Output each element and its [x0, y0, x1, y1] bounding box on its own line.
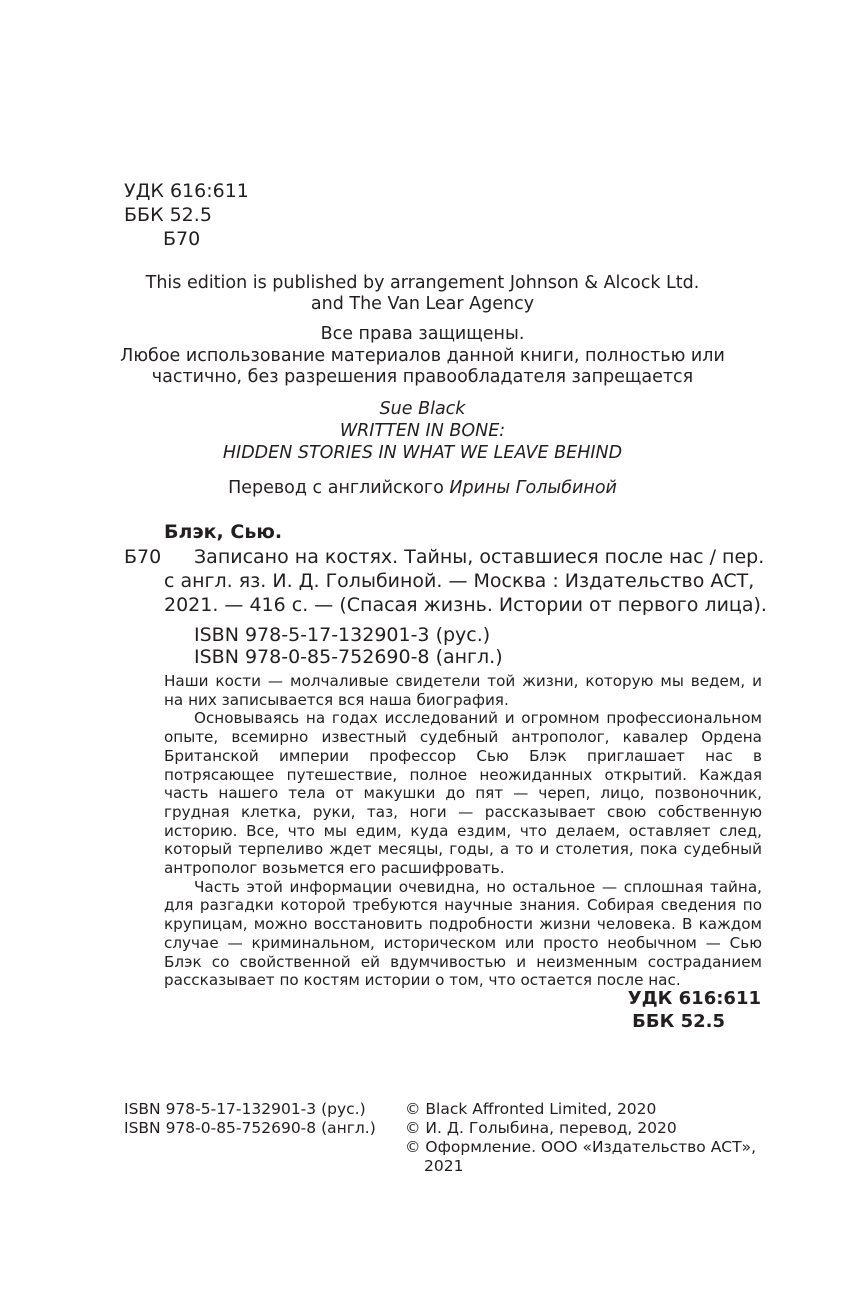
bib-author-mark: Б70	[124, 546, 162, 568]
edition-note-line-2: and The Van Lear Agency	[310, 294, 535, 314]
footer-isbn-eng: ISBN 978-0-85-752690-8 (англ.)	[124, 1119, 376, 1137]
udk-code-bottom: УДК 616:611	[627, 988, 761, 1009]
original-title-line-2: HIDDEN STORIES IN WHAT WE LEAVE BEHIND	[222, 443, 623, 463]
bib-line-3: 2021. — 416 с. — (Спасая жизнь. Истории от первого лица).	[164, 594, 767, 616]
bib-heading: Блэк, Сью.	[164, 521, 283, 543]
author-mark-top: Б70	[163, 228, 201, 250]
bbk-code-top: ББК 52.5	[124, 204, 212, 226]
original-title-line-1: WRITTEN IN BONE:	[339, 421, 506, 441]
original-author: Sue Black	[379, 399, 466, 419]
annotation-paragraph-1: Наши кости — молчаливые свидетели той жизни, которую мы ведем, и на них записывается вся наша биография.	[164, 672, 762, 709]
copyright-original: © Black Affronted Limited, 2020	[405, 1100, 657, 1118]
copyright-translation: © И. Д. Голыбина, перевод, 2020	[405, 1119, 677, 1137]
translation-credit	[0, 477, 845, 499]
edition-note-line-1: This edition is published by arrangement Johnson & Alcock Ltd.	[145, 273, 700, 293]
annotation-paragraph-2: Основываясь на годах исследований и огромном профессиональном опыте, всемирно известный судебный антрополог, кавалер Ордена Британской империи профессор Сью Блэк приглашает нас в потрясающее путешествие, полное неожиданных открытий. Каждая часть нашего тела от макушки до пят — череп, лицо, позвоночник, грудная клетка, руки, таз, ноги — рассказывает свою собственную историю. Все, что мы едим, куда ездим, что делаем, оставляет след, который терпеливо ждет месяцы, годы, а то и столетия, пока судебный антрополог возьмется его расшифровать.	[164, 709, 762, 878]
copyright-design-year: 2021	[424, 1157, 464, 1175]
copyright-design: © Оформление. ООО «Издательство АСТ»,	[405, 1138, 757, 1156]
annotation	[164, 672, 762, 990]
translator-name: Ирины Голыбиной	[449, 478, 617, 498]
udk-code-top: УДК 616:611	[124, 180, 249, 202]
rights-note-line-2: Любое использование материалов данной книги, полностью или	[120, 346, 725, 366]
bbk-code-bottom: ББК 52.5	[632, 1011, 725, 1032]
translation-prefix: Перевод с английского	[228, 478, 450, 498]
bib-line-2: с англ. яз. И. Д. Голыбиной. — Москва : Издательство АСТ,	[164, 570, 755, 592]
bib-isbn-rus: ISBN 978-5-17-132901-3 (рус.)	[194, 624, 491, 646]
rights-note-line-3: частично, без разрешения правообладателя запрещается	[151, 367, 694, 387]
bib-isbn-eng: ISBN 978-0-85-752690-8 (англ.)	[194, 646, 503, 668]
rights-note-line-1: Все права защищены.	[320, 324, 525, 344]
annotation-paragraph-3: Часть этой информации очевидна, но остальное — сплошная тайна, для разгадки которой требуются научные знания. Собирая сведения по крупицам, можно восстановить подробности жизни человека. В каждом случае — криминальном, историческом или просто необычном — Сью Блэк со свойственной ей вдумчивостью и неизменным состраданием рассказывает по костям истории о том, что остается после нас.	[164, 877, 762, 990]
footer-isbn-rus: ISBN 978-5-17-132901-3 (рус.)	[124, 1100, 366, 1118]
bib-line-1: Записано на костях. Тайны, оставшиеся после нас / пер.	[194, 546, 765, 568]
